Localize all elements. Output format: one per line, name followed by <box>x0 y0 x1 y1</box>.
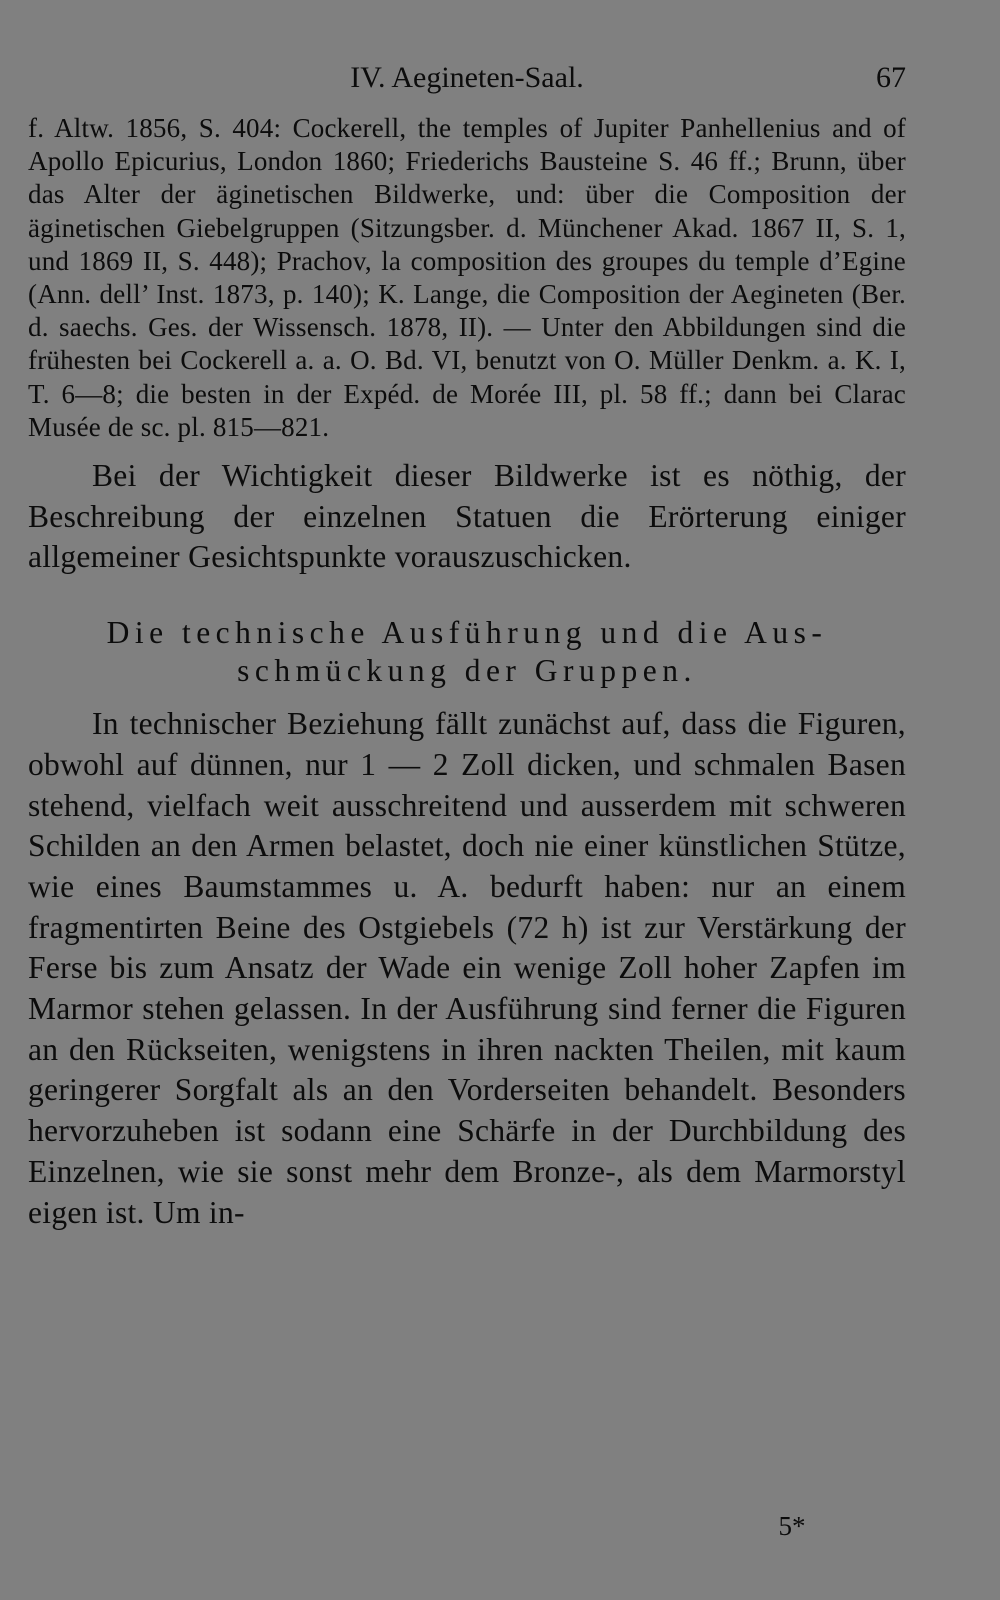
signature-mark: 5* <box>778 1511 806 1541</box>
section-body-paragraph: In technischer Beziehung fällt zunächst auf, dass die Figuren, obwohl auf dünnen, nur 1 — 2 Zoll dicken, und schmalen Basen stehend, vielfach weit ausschreitend und ausserdem mit schweren Schilden an den Armen belastet, doch nie einer künstlichen Stütze, wie eines Baumstammes u. A. bedurft haben: nur an einem fragmentirten Beine des Ostgiebels (72 h) ist zur Verstärkung der Ferse bis zum Ansatz der Wade ein wenige Zoll hoher Zapfen im Marmor stehen gelassen. In der Ausführung sind ferner die Figuren an den Rückseiten, wenigstens in ihren nackten Theilen, mit kaum geringerer Sorgfalt als an den Vorderseiten behandelt. Besonders hervorzuheben ist sodann eine Schärfe in der Durchbildung des Einzelnen, wie sie sonst mehr dem Bronze-, als dem Marmorstyl eigen ist. Um in- <box>28 706 906 1230</box>
page-number: 67 <box>876 61 906 94</box>
section-heading <box>28 614 906 690</box>
section-heading-line-1: Die technische Ausführung und die Aus- <box>106 615 828 651</box>
intro-paragraph: Bei der Wichtigkeit dieser Bildwerke ist es nöthig, der Beschreibung der einzelnen Statuen die Erörterung einiger allgemeiner Gesichtspunkte vorauszuschicken. <box>28 458 906 575</box>
book-page <box>28 58 906 1233</box>
running-header <box>28 58 906 106</box>
chapter-title: IV. Aegineten-Saal. <box>350 61 584 94</box>
bibliography-footnote: f. Altw. 1856, S. 404: Cockerell, the temples of Jupiter Panhellenius and of Apollo Epicurius, London 1860; Friederichs Bausteine S. 46 ff.; Brunn, über das Alter der äginetischen Bildwerke, und: über die Composition der äginetischen Giebelgruppen (Sitzungsber. d. Münchener Akad. 1867 II, S. 1, und 1869 II, S. 448); Prachov, la composition des groupes du temple d’Egine (Ann. dell’ Inst. 1873, p. 140); K. Lange, die Composition der Aegineten (Ber. d. saechs. Ges. der Wissensch. 1878, II). — Unter den Abbildungen sind die frühesten bei Cockerell a. a. O. Bd. VI, benutzt von O. Müller Denkm. a. K. I, T. 6—8; die besten in der Expéd. de Morée III, pl. 58 ff.; dann bei Clarac Musée de sc. pl. 815—821. <box>28 113 906 442</box>
section-heading-line-2: schmückung der Gruppen. <box>237 653 697 689</box>
